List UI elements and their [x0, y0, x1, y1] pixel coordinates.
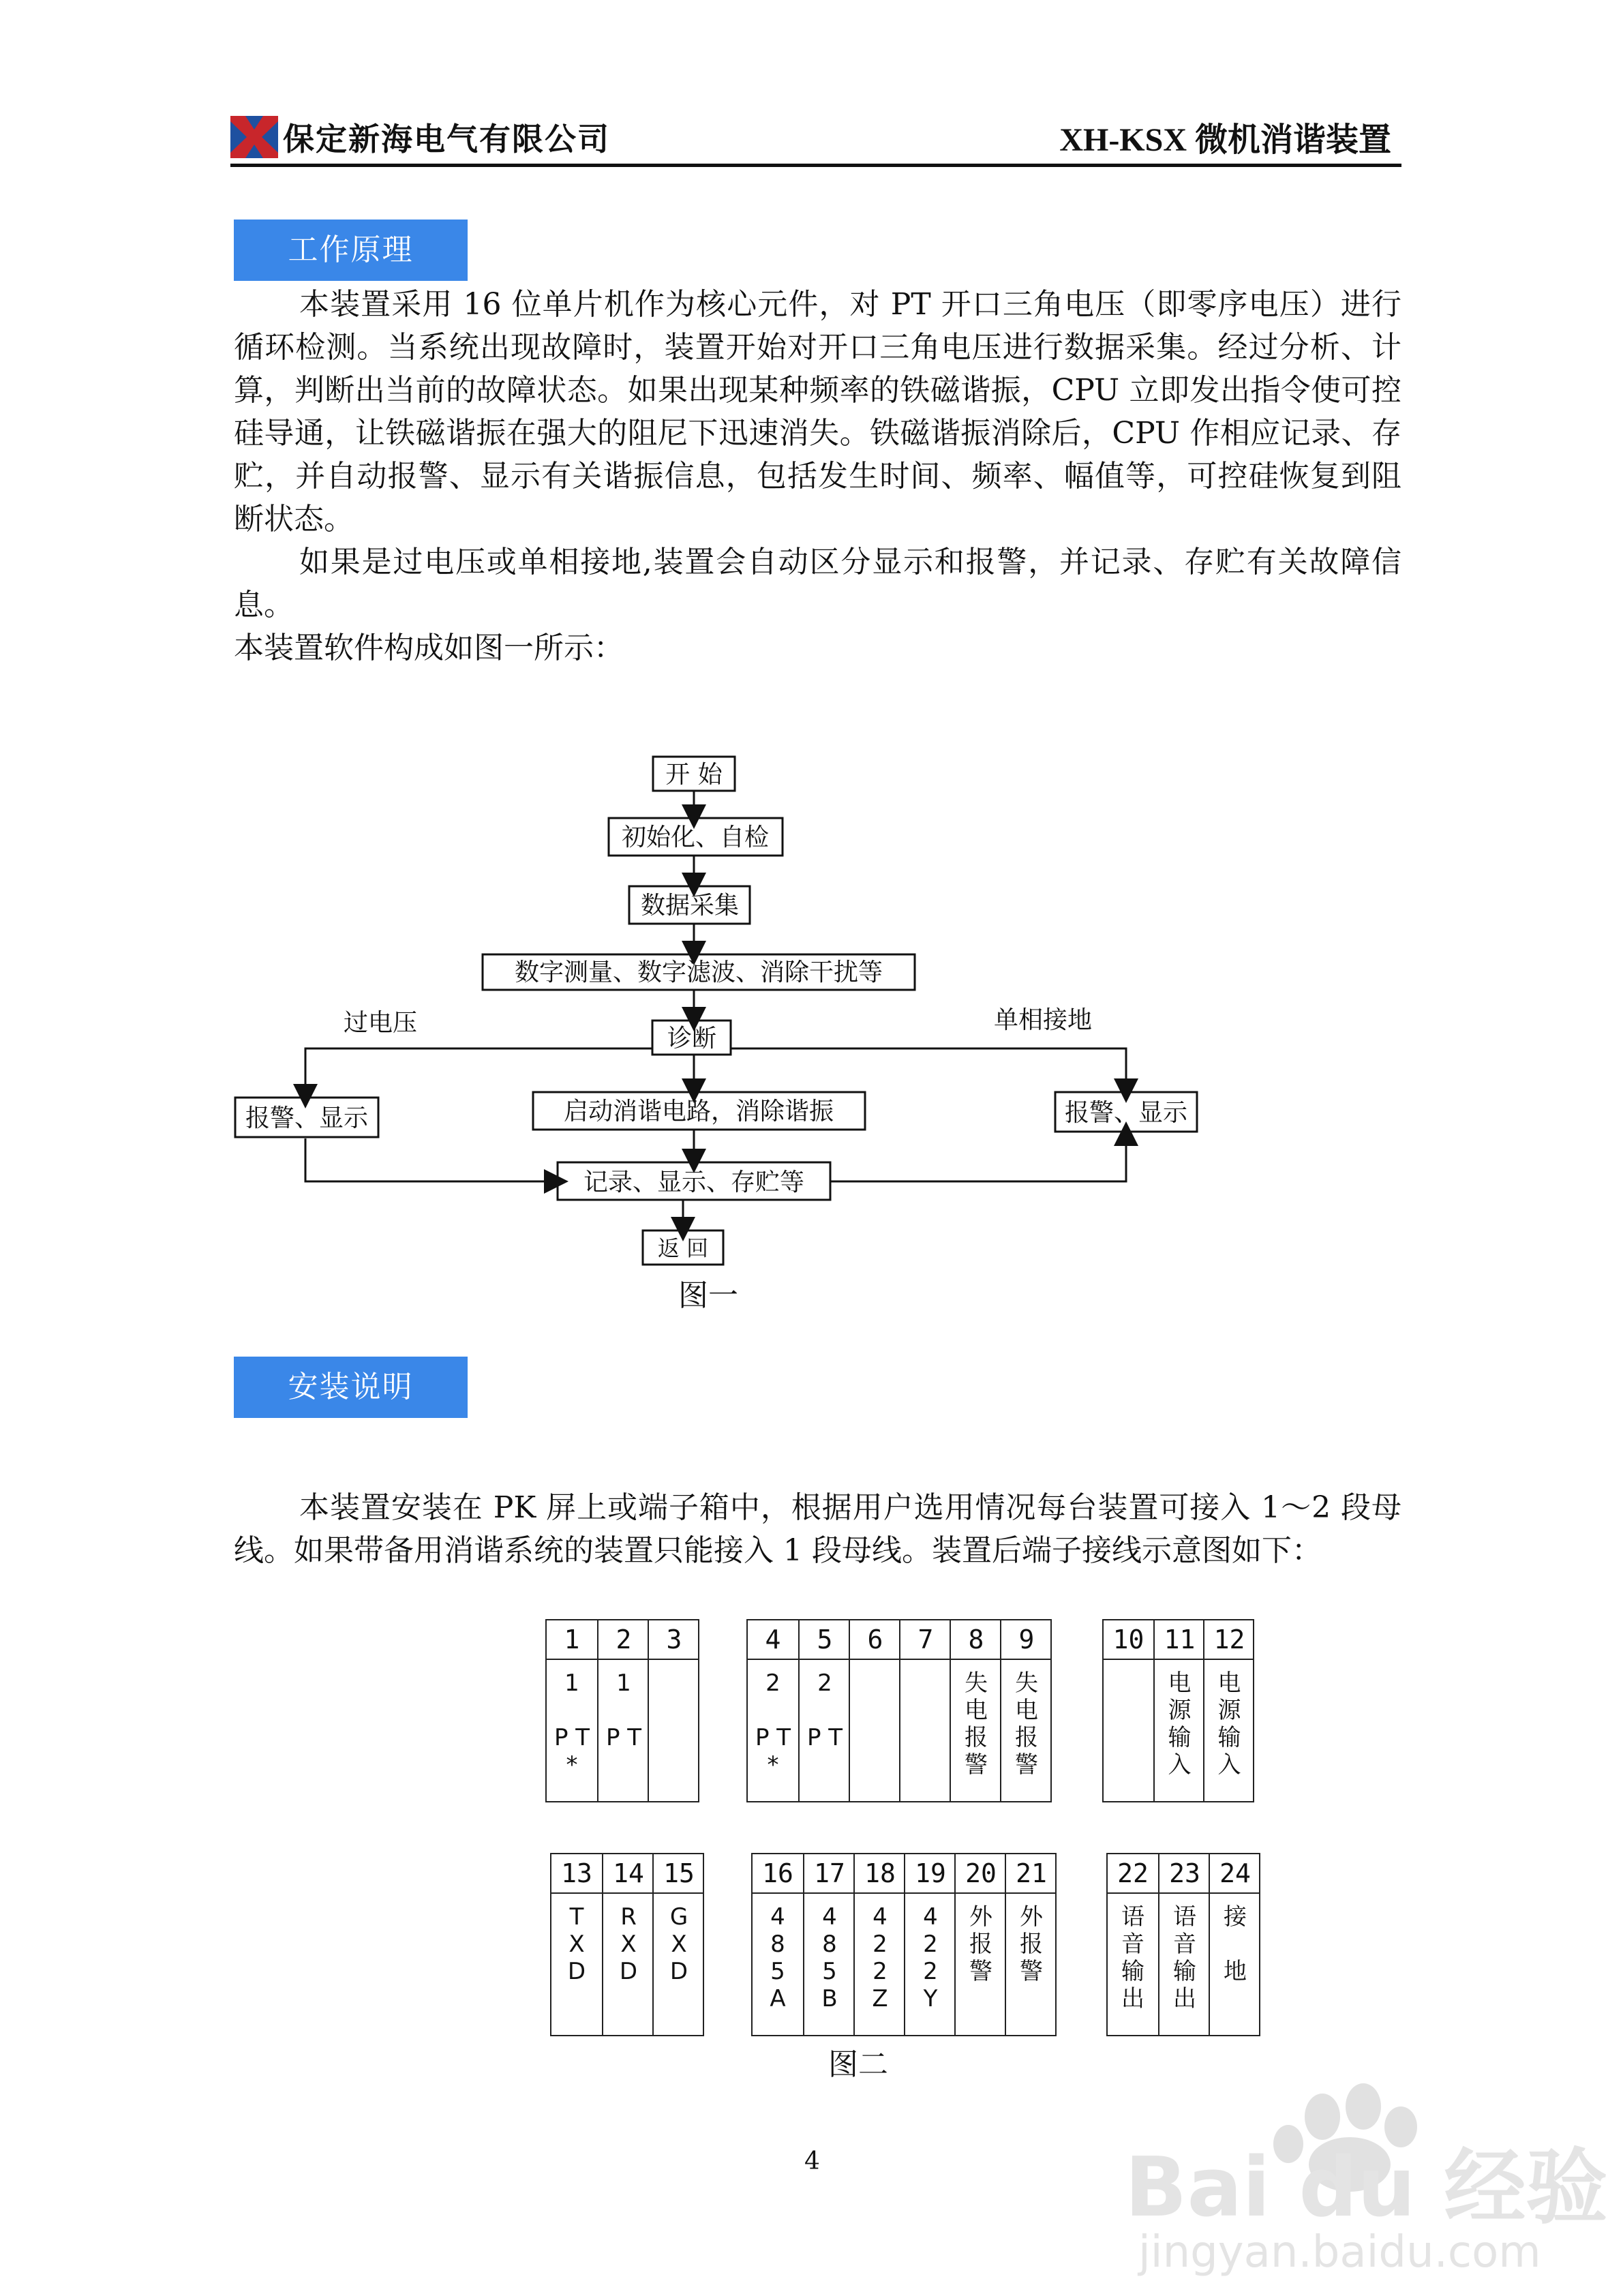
terminal-label: 语 音 输 出 [1173, 1903, 1196, 2012]
terminal-column [602, 1854, 654, 2035]
terminal-number: 3 [649, 1620, 699, 1660]
flow-text-return: 返 回 [657, 1235, 709, 1261]
terminal-number: 2 [598, 1620, 649, 1660]
terminal-column [1104, 1620, 1153, 1801]
terminal-column [753, 1854, 803, 2035]
flow-text-suppress: 启动消谐电路，消除谐振 [563, 1098, 834, 1126]
company-name: 保定新海电气有限公司 [283, 121, 610, 157]
terminal-number: 19 [905, 1854, 956, 1894]
terminal-label: 1 P T [605, 1670, 642, 1751]
terminal-block [746, 1619, 1052, 1802]
figure-caption-2: 图二 [828, 2047, 888, 2082]
terminal-label: 外 报 警 [1020, 1903, 1043, 1985]
terminal-number: 1 [547, 1620, 597, 1660]
terminal-label: 4 2 2 Z [872, 1903, 888, 2012]
terminal-column [849, 1620, 900, 1801]
flow-text-record: 记录、显示、存贮等 [583, 1168, 805, 1196]
terminal-label: T X D [567, 1903, 586, 1985]
terminal-number: 16 [753, 1854, 803, 1894]
paragraph-install: 本装置安装在 PK 屏上或端子箱中，根据用户选用情况每台装置可接入 1～2 段母线。如果带备用消谐系统的装置只能接入 1 段母线。装置后端子接线示意图如下： [234, 1490, 1401, 1568]
terminal-column [1108, 1854, 1158, 2035]
flow-text-left-alarm: 报警、显示 [245, 1104, 369, 1132]
terminal-number: 18 [855, 1854, 905, 1894]
terminal-number: 21 [1006, 1854, 1057, 1894]
terminal-label: 4 8 5 A [770, 1903, 786, 2012]
terminal-column [899, 1620, 951, 1801]
terminal-column [950, 1620, 1001, 1801]
terminal-number: 10 [1104, 1620, 1153, 1660]
terminal-number: 9 [1001, 1620, 1052, 1660]
terminal-block [1106, 1853, 1260, 2036]
terminal-column [1203, 1620, 1254, 1801]
header-rule [230, 164, 1401, 167]
terminal-label: 1 P T * [553, 1670, 590, 1779]
terminal-number: 17 [804, 1854, 855, 1894]
flow-text-collect: 数据采集 [640, 892, 740, 920]
watermark-brand: Bai du 经验 [1125, 2141, 1608, 2235]
terminal-number: 4 [748, 1620, 798, 1660]
software-flowchart [232, 750, 1188, 1316]
terminal-number: 24 [1210, 1854, 1260, 1894]
watermark-url: jingyan.baidu.com [1138, 2227, 1541, 2278]
terminal-block [545, 1619, 699, 1802]
terminal-column [597, 1620, 649, 1801]
paragraph-fault: 如果是过电压或单相接地,装置会自动区分显示和报警，并记录、存贮有关故障信息。 [234, 545, 1401, 622]
flow-text-start: 开 始 [665, 761, 723, 789]
terminal-column [1158, 1854, 1210, 2035]
flow-label-overvoltage: 过电压 [343, 1009, 418, 1037]
product-name: XH-KSX 微机消谐装置 [1059, 122, 1391, 158]
terminal-number: 23 [1159, 1854, 1210, 1894]
terminal-label: 电 源 输 入 [1168, 1670, 1192, 1779]
section-title-principle: 工作原理 [234, 220, 468, 281]
terminal-label: 4 2 2 Y [923, 1903, 938, 2012]
terminal-column [954, 1854, 1006, 2035]
baidu-watermark [1118, 2079, 1608, 2278]
paragraph-principle: 本装置采用 16 位单片机作为核心元件，对 PT 开口三角电压（即零序电压）进行循环检测。当系统出现故障时，装置开始对开口三角电压进行数据采集。经过分析、计算，判断出当前的故障状态。如果出现某种频率的铁磁谐振，CPU 立即发出指令使可控硅导通，让铁磁谐振在强大的阻尼下迅速消失。铁磁谐振消除后，CPU 作相应记录、存贮，并自动报警、显示有关谐振信息，包括发生时间、频率、幅值等，可控硅恢复到阻断状态。 [234, 287, 1401, 537]
flow-text-measure: 数字测量、数字滤波、消除干扰等 [514, 958, 883, 986]
terminal-column [803, 1854, 855, 2035]
terminal-column [904, 1854, 956, 2035]
terminal-label: G X D [669, 1903, 688, 1985]
terminal-label: R X D [619, 1903, 638, 1985]
terminal-number: 22 [1108, 1854, 1158, 1894]
terminal-number: 13 [551, 1854, 602, 1894]
terminal-label: 失 电 报 警 [965, 1670, 988, 1779]
terminal-number: 11 [1155, 1620, 1204, 1660]
terminal-column [551, 1854, 602, 2035]
terminal-block [751, 1853, 1057, 2036]
flow-text-diagnose: 诊断 [667, 1025, 717, 1053]
terminal-label: 外 报 警 [969, 1903, 992, 1985]
terminal-column [1000, 1620, 1052, 1801]
terminal-block [1102, 1619, 1254, 1802]
terminal-label: 2 P T * [755, 1670, 791, 1779]
terminal-label: 失 电 报 警 [1015, 1670, 1038, 1779]
paragraph-software: 本装置软件构成如图一所示： [234, 631, 624, 665]
terminal-number: 15 [654, 1854, 704, 1894]
terminal-column [798, 1620, 850, 1801]
flow-label-grounding: 单相接地 [993, 1006, 1093, 1034]
figure-caption-1: 图一 [678, 1278, 738, 1313]
flow-text-init: 初始化、自检 [621, 824, 770, 851]
terminal-label: 4 8 5 B [821, 1903, 838, 2012]
terminal-column [1209, 1854, 1260, 2035]
terminal-column [652, 1854, 704, 2035]
flow-text-right-alarm: 报警、显示 [1064, 1099, 1188, 1127]
terminal-label: 接 地 [1224, 1903, 1247, 1985]
terminal-column [1153, 1620, 1204, 1801]
terminal-number: 20 [956, 1854, 1006, 1894]
section-title-install: 安装说明 [234, 1357, 468, 1418]
terminal-block [550, 1853, 704, 2036]
terminal-label: 语 音 输 出 [1121, 1903, 1144, 2012]
terminal-number: 12 [1204, 1620, 1254, 1660]
terminal-number: 8 [951, 1620, 1001, 1660]
terminal-number: 14 [603, 1854, 654, 1894]
terminal-column [748, 1620, 798, 1801]
terminal-label: 2 P T [806, 1670, 843, 1751]
company-logo [230, 116, 278, 158]
terminal-column [648, 1620, 699, 1801]
terminal-number: 5 [800, 1620, 850, 1660]
terminal-label: 电 源 输 入 [1217, 1670, 1241, 1779]
terminal-number: 7 [900, 1620, 951, 1660]
page-number: 4 [804, 2147, 820, 2175]
terminal-column [853, 1854, 905, 2035]
terminal-number: 6 [850, 1620, 900, 1660]
terminal-column [547, 1620, 597, 1801]
terminal-column [1005, 1854, 1057, 2035]
